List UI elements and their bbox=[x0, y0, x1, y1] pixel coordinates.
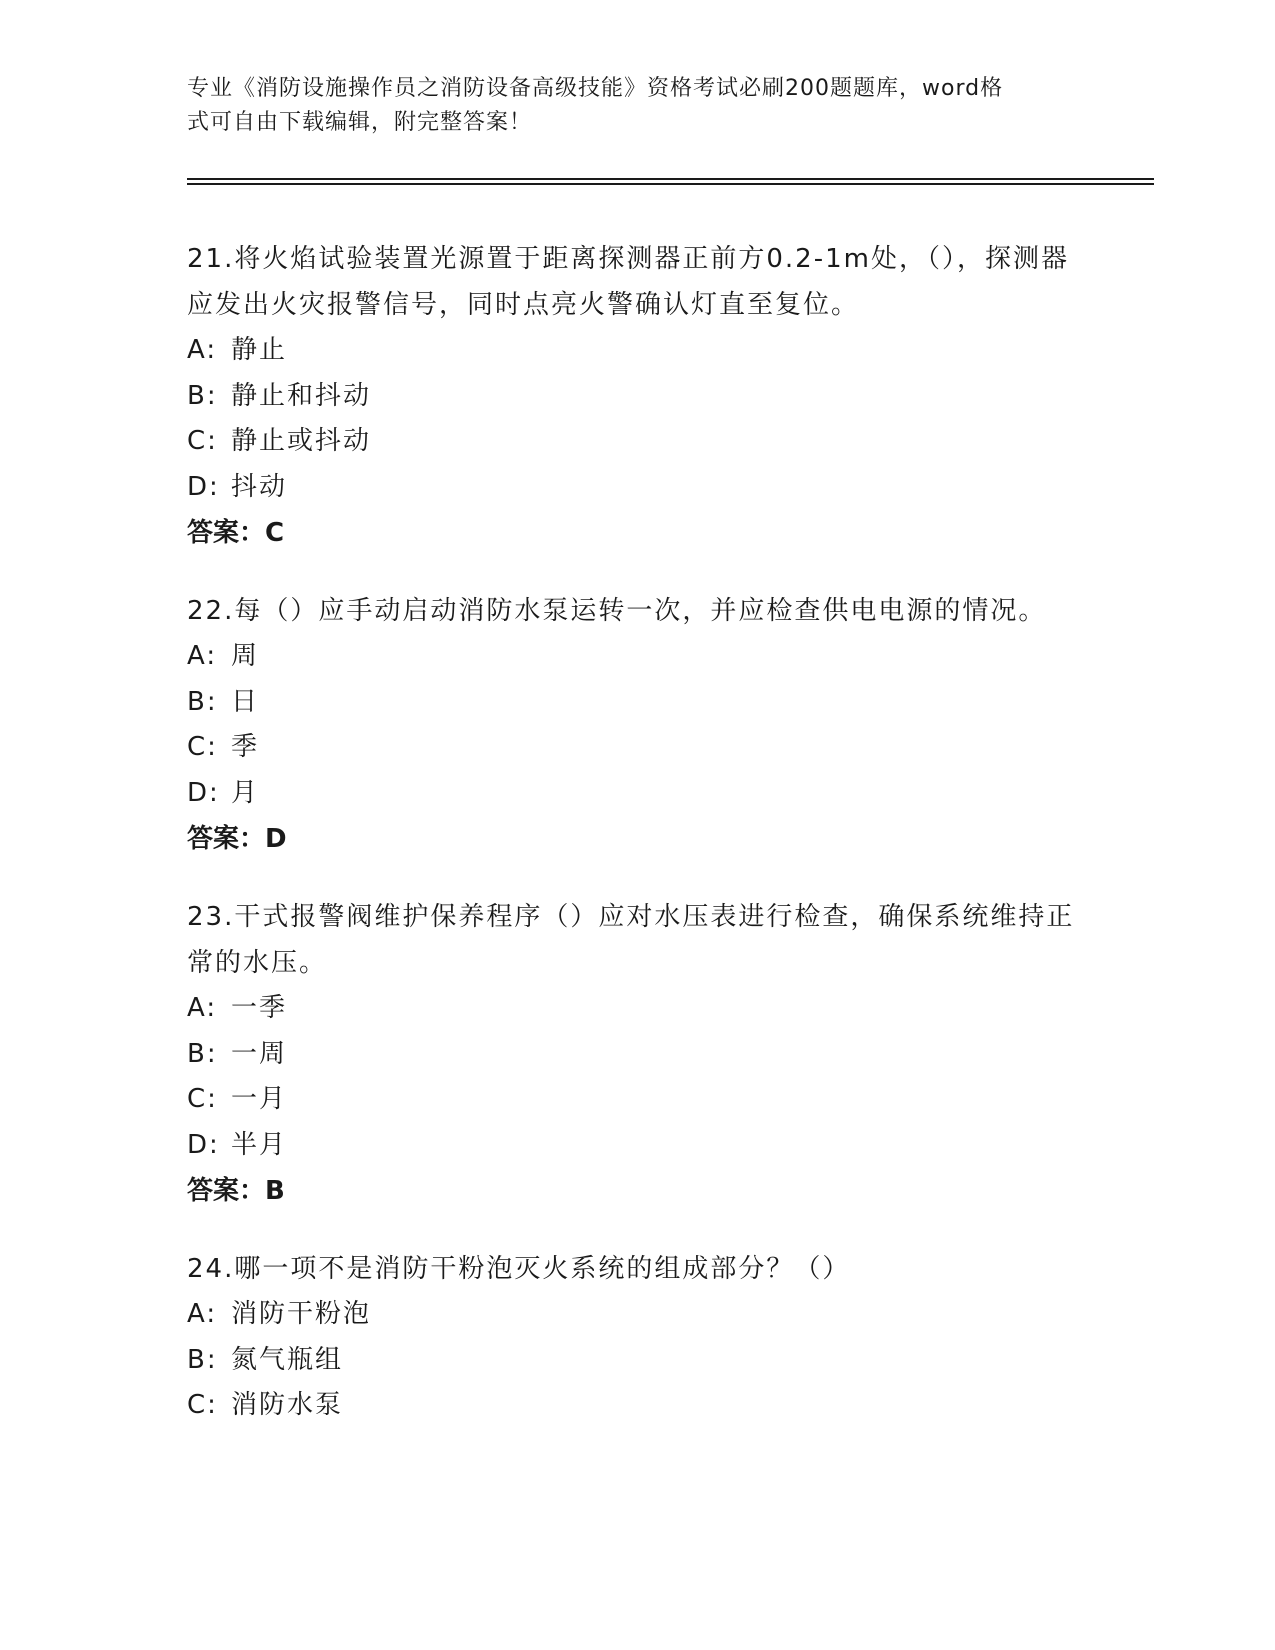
option-d bbox=[187, 1123, 1087, 1169]
option-letter: B: bbox=[187, 686, 218, 717]
option-text: 静止和抖动 bbox=[231, 380, 372, 411]
option-text: 静止或抖动 bbox=[231, 426, 372, 456]
option-c bbox=[187, 1383, 1087, 1429]
answer-label: 答案：C bbox=[187, 518, 285, 548]
option-letter: C: bbox=[187, 1084, 218, 1114]
question-stem: 21.将火焰试验装置光源置于距离探测器正前方0.2-1m处，（），探测器应发出火灾报警信号，同时点亮火警确认灯直至复位。 bbox=[187, 244, 1069, 320]
option-letter: C: bbox=[187, 1390, 218, 1420]
option-text: 周 bbox=[231, 641, 260, 671]
option-a bbox=[187, 328, 1087, 374]
option-a bbox=[187, 986, 1087, 1032]
option-c bbox=[187, 1077, 1087, 1123]
option-b bbox=[187, 374, 1087, 420]
question-list bbox=[187, 236, 1087, 1461]
answer-label: 答案：B bbox=[187, 1176, 285, 1206]
option-text: 一季 bbox=[231, 993, 288, 1023]
option-text: 半月 bbox=[231, 1129, 288, 1160]
option-letter: B: bbox=[187, 1344, 218, 1375]
option-letter: B: bbox=[187, 380, 218, 411]
question-21 bbox=[187, 236, 1087, 556]
option-text: 一月 bbox=[231, 1084, 288, 1114]
option-letter: B: bbox=[187, 1038, 218, 1069]
option-b bbox=[187, 1338, 1087, 1384]
document-header bbox=[187, 72, 1087, 140]
option-letter: D: bbox=[187, 777, 220, 808]
option-text: 季 bbox=[231, 732, 260, 762]
option-letter: A: bbox=[187, 335, 218, 365]
question-22 bbox=[187, 588, 1087, 862]
header-divider-bottom bbox=[187, 183, 1154, 185]
option-a bbox=[187, 634, 1087, 680]
option-b bbox=[187, 680, 1087, 726]
option-c bbox=[187, 419, 1087, 465]
option-text: 消防干粉泡 bbox=[231, 1299, 372, 1329]
option-text: 一周 bbox=[231, 1038, 288, 1069]
option-text: 静止 bbox=[231, 335, 288, 365]
option-letter: C: bbox=[187, 426, 218, 456]
option-c bbox=[187, 725, 1087, 771]
question-24 bbox=[187, 1246, 1087, 1429]
option-text: 消防水泵 bbox=[231, 1390, 344, 1420]
option-letter: D: bbox=[187, 471, 220, 502]
option-letter: C: bbox=[187, 732, 218, 762]
option-text: 抖动 bbox=[231, 471, 288, 502]
option-d bbox=[187, 465, 1087, 511]
header-divider-top bbox=[187, 178, 1154, 180]
option-text: 氮气瓶组 bbox=[231, 1344, 344, 1375]
question-stem: 22.每（）应手动启动消防水泵运转一次，并应检查供电电源的情况。 bbox=[187, 596, 1047, 626]
question-stem: 24.哪一项不是消防干粉泡灭火系统的组成部分？（） bbox=[187, 1254, 851, 1284]
option-letter: A: bbox=[187, 641, 218, 671]
option-text: 日 bbox=[231, 686, 260, 717]
question-stem: 23.干式报警阀维护保养程序（）应对水压表进行检查，确保系统维持正常的水压。 bbox=[187, 902, 1075, 978]
option-text: 月 bbox=[231, 777, 260, 808]
header-line-2: 式可自由下载编辑，附完整答案！ bbox=[187, 110, 533, 135]
option-letter: A: bbox=[187, 993, 218, 1023]
option-d bbox=[187, 771, 1087, 817]
header-line-1: 专业《消防设施操作员之消防设备高级技能》资格考试必刷200题题库，word格 bbox=[187, 76, 1004, 101]
option-letter: D: bbox=[187, 1129, 220, 1160]
option-b bbox=[187, 1032, 1087, 1078]
option-letter: A: bbox=[187, 1299, 218, 1329]
option-a bbox=[187, 1292, 1087, 1338]
answer-label: 答案：D bbox=[187, 824, 287, 854]
question-23 bbox=[187, 894, 1087, 1214]
